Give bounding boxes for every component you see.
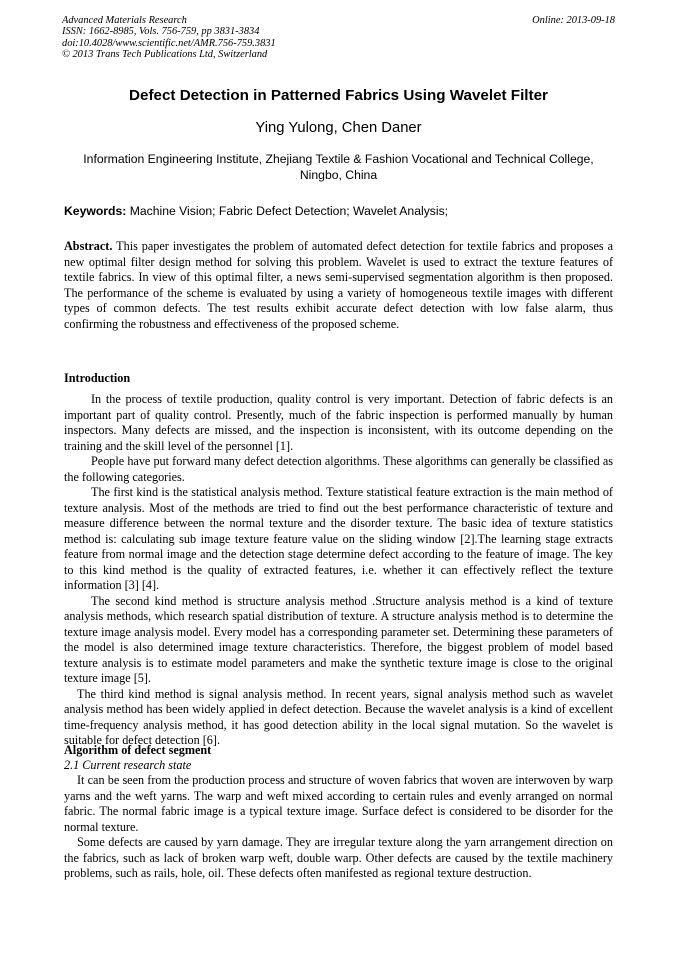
algorithm-body — [64, 773, 613, 882]
current-research-subheading: 2.1 Current research state — [64, 758, 192, 772]
paper-authors: Ying Yulong, Chen Daner — [255, 120, 422, 136]
introduction-body — [64, 392, 613, 749]
algorithm-heading: Algorithm of defect segment — [64, 743, 212, 757]
intro-paragraph: The second kind method is structure analysis method .Structure analysis method is a kind of texture analysis methods, which research spatial distribution of texture. A structure analysis method is to determine the texture image analysis model. Every model has a corresponding parameter set. Determining these parameters of the model is also determined image texture characteristics. Therefore, the biggest problem of model based texture analysis is to estimate model parameters and make the synthetic texture image is close to the original texture image [5]. — [64, 593, 613, 685]
issn-line: ISSN: 1662-8985, Vols. 756-759, pp 3831-3834 — [62, 26, 260, 38]
intro-paragraph: The third kind method is signal analysis method. In recent years, signal analysis method such as wavelet analysis method has been widely applied in defect detection. Because the wavelet analysis is a kind of excellent time-frequency analysis method, it has good detection ability in the local signal mutation. So the wavelet is suitable for defect detection [6]. — [64, 686, 613, 747]
algorithm-paragraph: Some defects are caused by yarn damage. They are irregular texture along the yarn arrangement direction on the fabrics, such as lack of broken warp weft, double warp. Other defects are caused by the textile machinery problems, such as rails, hole, oil. These defects often manifested as regional texture destruction. — [64, 835, 613, 880]
online-date: Online: 2013-09-18 — [532, 15, 615, 26]
intro-paragraph: People have put forward many defect detection algorithms. These algorithms can generally be classified as the following categories. — [64, 454, 613, 484]
journal-name: Advanced Materials Research — [62, 15, 187, 26]
intro-paragraph: In the process of textile production, quality control is very important. Detection of fabric defects is an important part of quality control. Presently, much of the fabric inspection is performed manually by human inspectors. Many defects are missed, and the inspection is inconsistent, with its outcome depending on the training and the skill level of the personnel [1]. — [64, 392, 613, 453]
copyright-line: © 2013 Trans Tech Publications Ltd, Switzerland — [62, 49, 268, 61]
intro-paragraph: The first kind is the statistical analysis method. Texture statistical feature extraction is the main method of texture analysis. Most of the methods are tried to find out the best performance characteristic of texture and measure difference between the normal texture and the disorder texture. The basic idea of texture statistics method is: calculating sub image texture feature value on the sliding window [2].The learning stage extracts feature from normal image and the detection stage determine defect according to the feature of image. The key to this kind method is the quality of extracted features, i.e. whether it can effectively reflect the texture information [3] [4]. — [64, 485, 613, 592]
abstract — [64, 239, 613, 332]
abstract-text: This paper investigates the problem of automated defect detection for textile fabrics and proposes a new optimal filter design method for solving this problem. Wavelet is used to extract the texture features of textile fabrics. In view of this optimal filter, a news semi-supervised segmentation algorithm is then proposed. The performance of the scheme is evaluated by using a variety of homogeneous textile images with different types of common defects. The test results exhibit accurate defect detection with low false alarm, thus confirming the robustness and effectiveness of the proposed scheme. — [64, 239, 613, 331]
doi-line: doi:10.4028/www.scientific.net/AMR.756-759.3831 — [62, 37, 276, 49]
paper-title: Defect Detection in Patterned Fabrics Using Wavelet Filter — [129, 87, 548, 104]
keywords-line — [64, 203, 448, 219]
keywords-text: Machine Vision; Fabric Defect Detection; Wavelet Analysis; — [126, 204, 449, 218]
algorithm-paragraph: It can be seen from the production process and structure of woven fabrics that woven are interwoven by warp yarns and the weft yarns. The warp and weft mixed according to certain rules and evenly arranged on normal fabric. The normal fabric image is a typical texture image. Surface defect is considered to be disorder for the normal texture. — [64, 773, 613, 834]
introduction-heading: Introduction — [64, 371, 131, 385]
journal-header — [62, 15, 276, 61]
paper-affiliation: Information Engineering Institute, Zhejiang Textile & Fashion Vocational and Technical College, Ningbo, China — [83, 152, 594, 182]
keywords-label: Keywords: — [64, 204, 127, 218]
abstract-label: Abstract. — [64, 239, 113, 253]
